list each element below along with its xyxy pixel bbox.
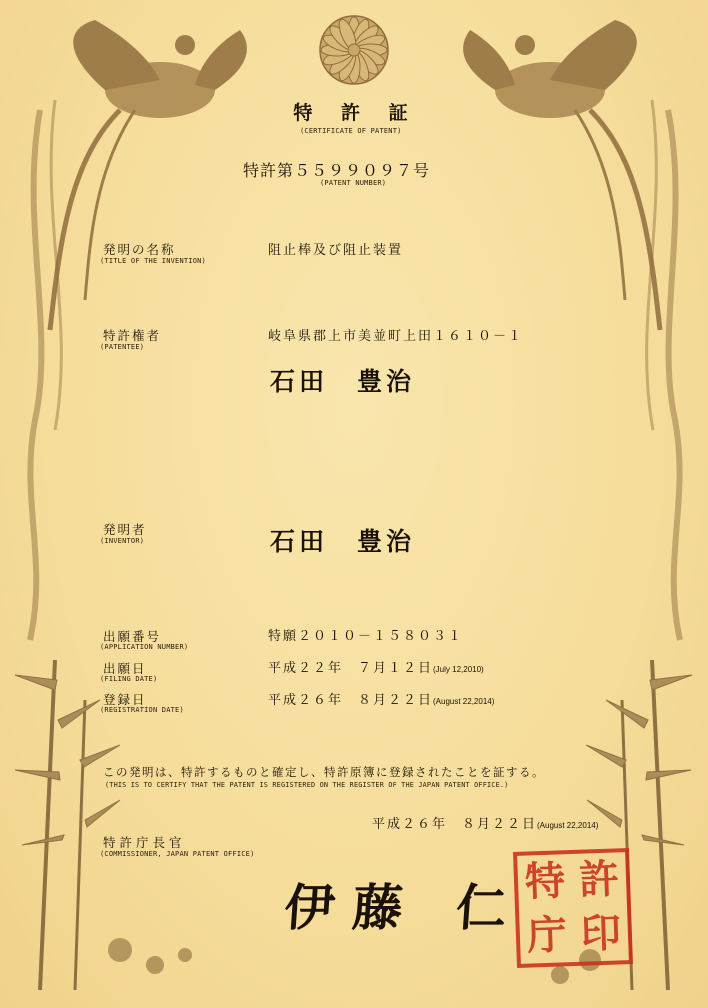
registration-date-jp: 平成２６年 ８月２２日 (268, 693, 434, 708)
seal-char: 許 (578, 855, 620, 904)
commissioner-signature: 伊藤 仁 (282, 878, 527, 937)
inventor-name: 石田 豊治 (270, 527, 416, 556)
application-number-value: 特願２０１０－１５８０３１ (268, 629, 464, 644)
patentee-name: 石田 豊治 (270, 367, 416, 396)
invention-title-label-en: (TITLE OF THE INVENTION) (100, 257, 206, 265)
registration-date-en: (August 22,2014) (433, 697, 495, 706)
filing-date-jp: 平成２２年 ７月１２日 (268, 661, 434, 676)
filing-date-value (268, 657, 484, 676)
issue-date-jp: 平成２６年 ８月２２日 (372, 817, 538, 832)
chrysanthemum-crest-icon (320, 16, 388, 84)
certificate-title-en: (CERTIFICATE OF PATENT) (300, 127, 402, 135)
left-border-vine (30, 110, 41, 640)
filing-date-label-en: (FILING DATE) (100, 675, 158, 683)
seal-char: 特 (524, 857, 566, 906)
registration-date-label: 登録日 (103, 692, 147, 707)
certificate-title: 特 許 証 (293, 102, 419, 124)
patentee-label-en: (PATENTEE) (100, 343, 145, 351)
inventor-label: 発明者 (103, 522, 147, 537)
commissioner-label-en: (COMMISSIONER, JAPAN PATENT OFFICE) (100, 850, 255, 858)
patent-number-en: (PATENT NUMBER) (320, 179, 387, 187)
official-seal-stamp (513, 848, 633, 968)
registration-date-label-en: (REGISTRATION DATE) (100, 706, 184, 714)
patentee-label: 特許権者 (103, 328, 162, 343)
inventor-label-en: (INVENTOR) (100, 537, 145, 545)
registration-date-value (268, 689, 494, 708)
seal-char: 庁 (526, 911, 568, 960)
invention-title-value: 阻止棒及び阻止装置 (268, 243, 404, 258)
certification-statement: この発明は、特許するものと確定し、特許原簿に登録されたことを証する。 (103, 765, 545, 779)
certification-statement-en: (THIS IS TO CERTIFY THAT THE PATENT IS REGISTERED ON THE REGISTER OF THE JAPAN PATENT OFFICE.) (105, 781, 509, 789)
seal-char: 印 (580, 909, 622, 958)
right-phoenix-icon (463, 20, 660, 330)
patentee-address: 岐阜県郡上市美並町上田１６１０－１ (268, 329, 524, 344)
application-number-label: 出願番号 (103, 629, 162, 644)
commissioner-label: 特許庁長官 (103, 835, 186, 850)
application-number-label-en: (APPLICATION NUMBER) (100, 643, 189, 651)
filing-date-en: (July 12,2010) (433, 665, 484, 674)
filing-date-label: 出願日 (103, 661, 147, 676)
issue-date-en: (August 22,2014) (537, 821, 599, 830)
invention-title-label: 発明の名称 (103, 242, 176, 257)
right-border-vine (668, 110, 680, 640)
issue-date (372, 813, 598, 832)
left-phoenix-icon (50, 20, 247, 330)
patent-number: 特許第５５９９０９７号 (243, 161, 431, 180)
